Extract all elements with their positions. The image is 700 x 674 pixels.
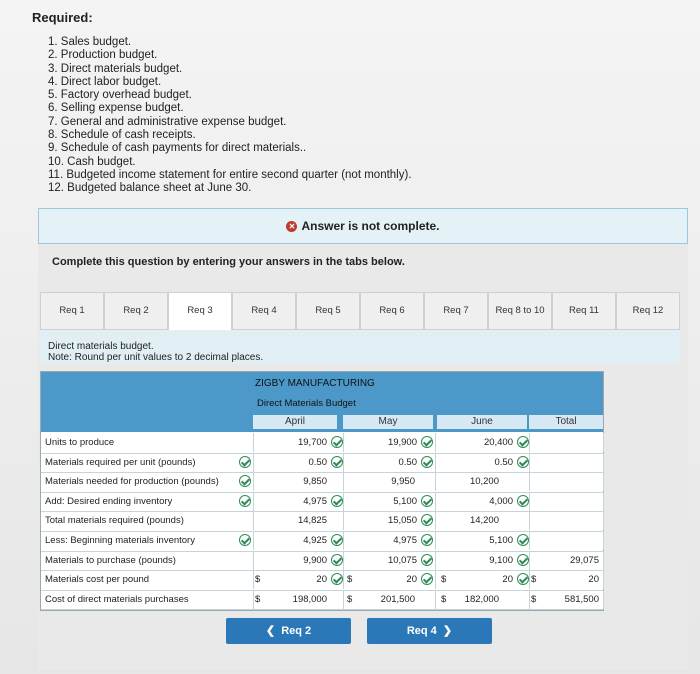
cell-value-june[interactable]: 4,000 xyxy=(489,495,513,507)
column-april: April xyxy=(253,415,337,429)
chevron-left-icon: ❮ xyxy=(265,625,282,637)
checkmark-icon xyxy=(517,573,529,585)
checkmark-icon xyxy=(331,534,343,546)
dollar-sign: $ xyxy=(255,574,261,586)
checkmark-icon xyxy=(421,554,433,566)
next-req-button[interactable]: Req 4 ❯ xyxy=(367,618,492,644)
cell-value-may[interactable]: 4,975 xyxy=(393,535,417,546)
checkmark-icon xyxy=(239,456,251,468)
cell-value-june[interactable]: 5,100 xyxy=(489,535,513,546)
cell-value-may[interactable]: 9,950 xyxy=(391,476,415,488)
cell-value-june[interactable]: 9,100 xyxy=(489,554,513,566)
cell-value-april[interactable]: 14,825 xyxy=(297,515,327,527)
instruction-text: Complete this question by entering your answers in the tabs below. xyxy=(52,256,405,268)
checkmark-icon xyxy=(331,436,343,448)
requirement-item: 7. General and administrative expense budget. xyxy=(48,115,287,128)
cell-value-may[interactable]: 0.50 xyxy=(398,456,417,468)
tab-req-3[interactable]: Req 3 xyxy=(168,292,232,332)
checkmark-icon xyxy=(421,514,433,526)
tab-req-1[interactable]: Req 1 xyxy=(40,292,104,330)
column-total: Total xyxy=(529,415,603,429)
cell-value-total[interactable]: 29,075 xyxy=(569,554,599,566)
requirement-item: 10. Cash budget. xyxy=(48,155,136,168)
dollar-sign: $ xyxy=(531,574,537,586)
tab-note: Note: Round per unit values to 2 decimal places. xyxy=(48,352,264,363)
error-x-icon: ✕ xyxy=(286,221,297,232)
table-row xyxy=(41,433,603,454)
cell-value-june[interactable]: 20 xyxy=(502,574,513,586)
cell-value-total[interactable]: 20 xyxy=(588,574,599,586)
requirement-item: 6. Selling expense budget. xyxy=(48,102,184,115)
checkmark-icon xyxy=(421,456,433,468)
cell-value-may[interactable]: 10,075 xyxy=(387,554,417,566)
requirements-list xyxy=(48,36,412,196)
cell-value-april[interactable]: 198,000 xyxy=(292,593,327,605)
tab-req-4[interactable]: Req 4 xyxy=(232,292,296,330)
required-heading: Required: xyxy=(32,10,93,25)
cell-value-may[interactable]: 201,500 xyxy=(380,593,415,605)
cell-value-may[interactable]: 20 xyxy=(406,574,417,586)
row-label: Materials required per unit (pounds) xyxy=(45,456,196,468)
requirement-item: 11. Budgeted income statement for entire second quarter (not monthly). xyxy=(48,168,412,181)
requirement-item: 3. Direct materials budget. xyxy=(48,62,183,75)
company-name: ZIGBY MANUFACTURING xyxy=(255,378,375,389)
dollar-sign: $ xyxy=(347,574,353,586)
table-row xyxy=(41,570,603,591)
tab-description xyxy=(48,341,263,363)
checkmark-icon xyxy=(239,534,251,546)
tab-req-2[interactable]: Req 2 xyxy=(104,292,168,330)
cell-value-april[interactable]: 0.50 xyxy=(308,456,327,468)
row-label: Materials needed for production (pounds) xyxy=(45,476,219,488)
row-label: Add: Desired ending inventory xyxy=(45,495,173,507)
row-label: Less: Beginning materials inventory xyxy=(45,535,195,546)
direct-materials-budget-table xyxy=(40,371,604,611)
checkmark-icon xyxy=(517,495,529,507)
cell-value-total[interactable]: 581,500 xyxy=(564,593,599,605)
checkmark-icon xyxy=(517,554,529,566)
cell-value-june[interactable]: 14,200 xyxy=(469,515,499,527)
cell-value-may[interactable]: 5,100 xyxy=(393,495,417,507)
table-row xyxy=(41,590,603,611)
cell-value-april[interactable]: 19,700 xyxy=(297,437,327,448)
requirement-item: 12. Budgeted balance sheet at June 30. xyxy=(48,182,252,195)
cell-value-april[interactable]: 20 xyxy=(316,574,327,586)
tab-req-12[interactable]: Req 12 xyxy=(616,292,680,330)
dollar-sign: $ xyxy=(441,574,447,586)
cell-value-april[interactable]: 4,925 xyxy=(303,535,327,546)
answer-status-box xyxy=(38,208,688,244)
checkmark-icon xyxy=(421,495,433,507)
checkmark-icon xyxy=(421,573,433,585)
cell-value-may[interactable]: 19,900 xyxy=(387,437,417,448)
column-may: May xyxy=(343,415,433,429)
row-label: Total materials required (pounds) xyxy=(45,515,184,527)
prev-req-button[interactable]: ❮ Req 2 xyxy=(226,618,351,644)
tab-bar xyxy=(40,292,680,330)
row-label: Materials to purchase (pounds) xyxy=(45,554,176,566)
row-label: Cost of direct materials purchases xyxy=(45,593,189,605)
table-header xyxy=(41,372,603,432)
cell-value-april[interactable]: 9,850 xyxy=(303,476,327,488)
chevron-right-icon: ❯ xyxy=(436,625,453,637)
table-row xyxy=(41,492,603,513)
tab-req-11[interactable]: Req 11 xyxy=(552,292,616,330)
checkmark-icon xyxy=(331,573,343,585)
checkmark-icon xyxy=(421,534,433,546)
requirement-item: 1. Sales budget. xyxy=(48,36,132,48)
checkmark-icon xyxy=(239,495,251,507)
answer-status-text: Answer is not complete. xyxy=(301,219,440,233)
table-row xyxy=(41,531,603,552)
cell-value-june[interactable]: 20,400 xyxy=(483,437,513,448)
requirement-item: 2. Production budget. xyxy=(48,49,158,62)
cell-value-june[interactable]: 10,200 xyxy=(469,476,499,488)
checkmark-icon xyxy=(421,436,433,448)
dollar-sign: $ xyxy=(531,593,537,605)
tab-title: Direct materials budget. xyxy=(48,341,154,352)
checkmark-icon xyxy=(517,436,529,448)
requirement-item: 5. Factory overhead budget. xyxy=(48,89,192,102)
checkmark-icon xyxy=(331,495,343,507)
checkmark-icon xyxy=(517,456,529,468)
dollar-sign: $ xyxy=(255,593,261,605)
row-label: Materials cost per pound xyxy=(45,574,150,586)
tab-req-8-to-10[interactable]: Req 8 to 10 xyxy=(488,292,552,330)
dollar-sign: $ xyxy=(347,593,353,605)
requirement-item: 8. Schedule of cash receipts. xyxy=(48,129,196,142)
table-row xyxy=(41,472,603,493)
checkmark-icon xyxy=(517,534,529,546)
requirement-item: 9. Schedule of cash payments for direct materials.. xyxy=(48,142,307,155)
requirement-item: 4. Direct labor budget. xyxy=(48,75,162,88)
checkmark-icon xyxy=(331,456,343,468)
tab-req-5[interactable]: Req 5 xyxy=(296,292,360,330)
table-row xyxy=(41,551,603,572)
cell-value-april[interactable]: 4,975 xyxy=(303,495,327,507)
table-row xyxy=(41,453,603,474)
tab-req-6[interactable]: Req 6 xyxy=(360,292,424,330)
column-june: June xyxy=(437,415,527,429)
cell-value-june[interactable]: 182,000 xyxy=(464,593,499,605)
cell-value-may[interactable]: 15,050 xyxy=(387,515,417,527)
checkmark-icon xyxy=(331,554,343,566)
budget-title: Direct Materials Budget xyxy=(257,398,356,409)
tab-req-7[interactable]: Req 7 xyxy=(424,292,488,330)
dollar-sign: $ xyxy=(441,593,447,605)
cell-value-april[interactable]: 9,900 xyxy=(303,554,327,566)
cell-value-june[interactable]: 0.50 xyxy=(494,456,513,468)
row-label: Units to produce xyxy=(45,437,115,448)
table-row xyxy=(41,511,603,532)
